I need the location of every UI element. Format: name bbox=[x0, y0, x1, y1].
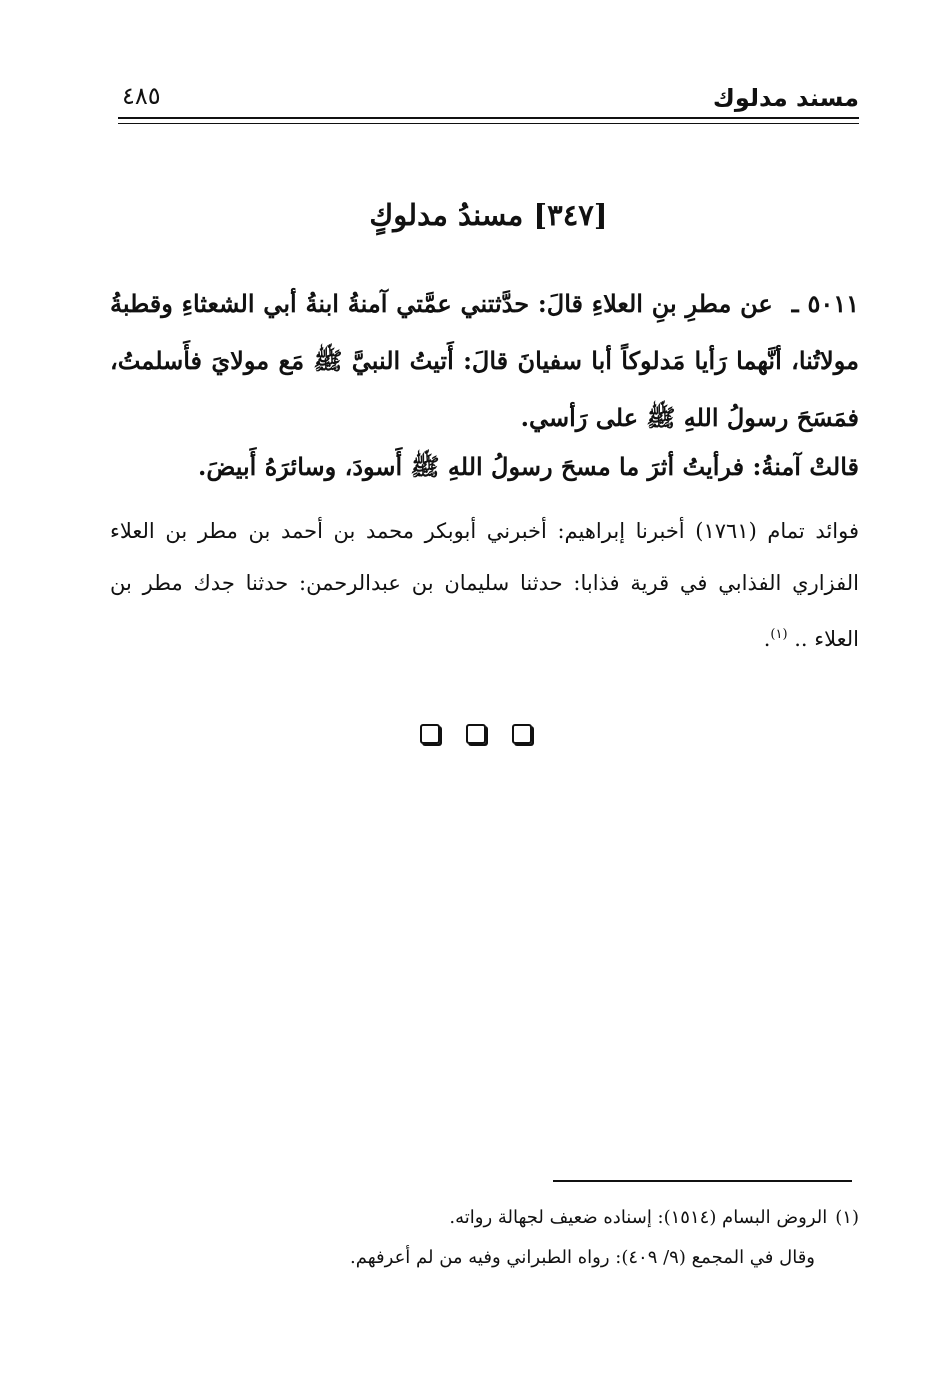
source-paragraph bbox=[110, 505, 859, 665]
header-rule-thick bbox=[118, 117, 859, 119]
end-mark-square-icon bbox=[466, 724, 486, 744]
header-rule-thin bbox=[118, 123, 859, 124]
end-mark-square-icon bbox=[420, 724, 440, 744]
end-mark-square-icon bbox=[512, 724, 532, 744]
running-title: مسند مدلوك bbox=[712, 84, 859, 112]
footnote-1 bbox=[110, 1198, 859, 1238]
section-end-marks bbox=[0, 724, 951, 750]
hadith-number: ٥٠١١ ـ bbox=[791, 289, 859, 318]
section-title: [٣٤٧] مسندُ مدلوكٍ bbox=[369, 198, 608, 232]
footnote-1-text: الروض البسام (١٥١٤): إسناده ضعيف لجهالة رواته. bbox=[449, 1207, 828, 1228]
footnote-marker: (١) bbox=[835, 1207, 859, 1228]
footnote-1-continuation: وقال في المجمع (٩/ ٤٠٩): رواه الطبراني وفيه من لم أعرفهم. bbox=[350, 1247, 815, 1268]
footnote-rule bbox=[553, 1180, 852, 1182]
hadith-paragraph bbox=[110, 275, 859, 446]
page-number: ٤٨٥ bbox=[122, 82, 161, 110]
footnote-ref: (١) bbox=[770, 627, 788, 642]
running-header bbox=[118, 82, 859, 114]
hadith-text: عن مطرِ بنِ العلاءِ قالَ: حدَّثتني عمَّتي آمنةُ ابنةُ أبي الشعثاءِ وقطبةُ مولاتُنا، أنَّهما رَأيا مَدلوكاً أبا سفيانَ قالَ: أَتيتُ النبيَّ ﷺ مَع مولايَ فأَسلمتُ، فمَسَحَ رسولُ اللهِ ﷺ على رَأسي. bbox=[110, 289, 859, 432]
footnotes bbox=[110, 1198, 859, 1278]
source-end: . bbox=[763, 627, 771, 651]
source-text: فوائد تمام (١٧٦١) أخبرنا إبراهيم: أخبرني أبوبكر محمد بن أحمد بن مطر بن العلاء الفزاري الفذابي في قرية فذابا: حدثنا سليمان بن عبدالرحمن: حدثنا جدك مطر بن العلاء .. bbox=[110, 519, 859, 651]
hadith-continuation: قالتْ آمنةُ: فرأيتُ أثرَ ما مسحَ رسولُ اللهِ ﷺ أَسودَ، وسائرَهُ أَبيضَ. bbox=[198, 452, 859, 481]
